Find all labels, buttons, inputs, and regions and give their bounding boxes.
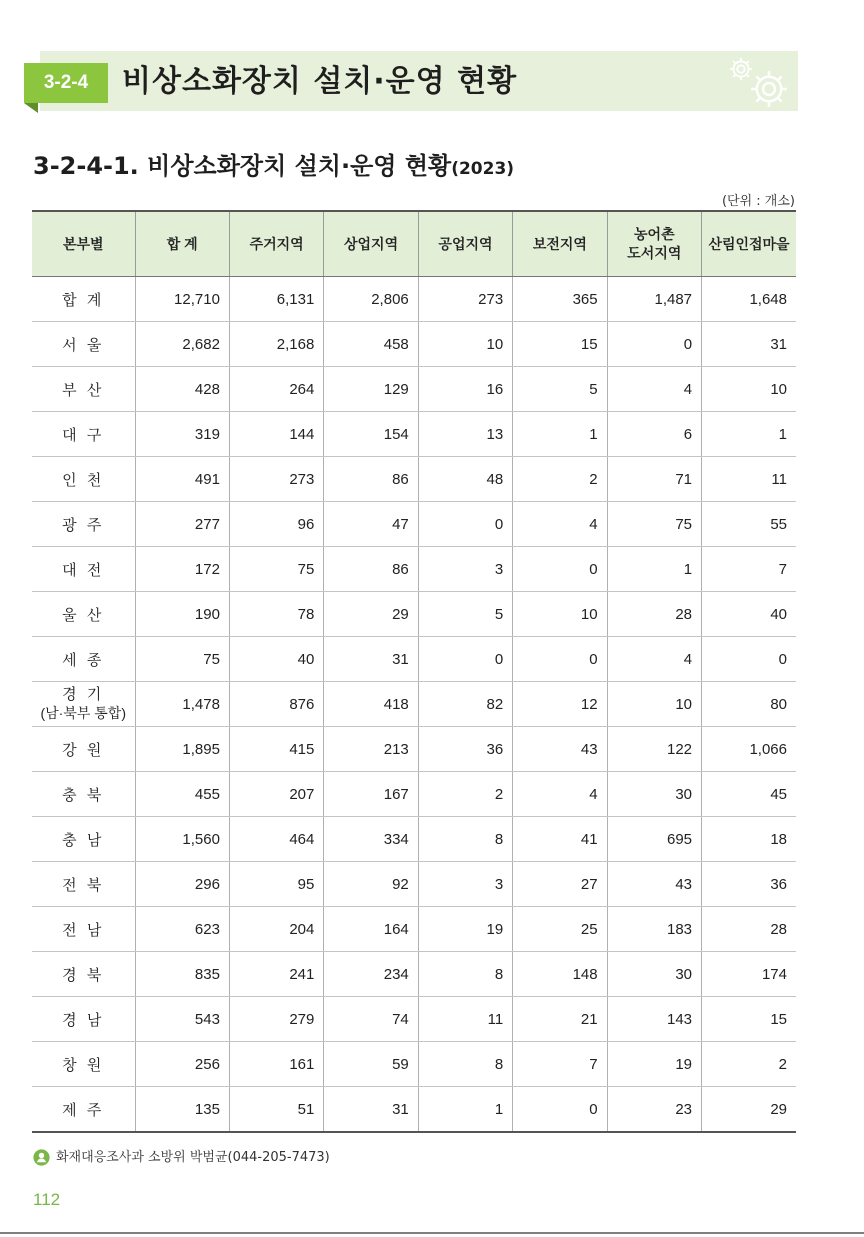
- value-cell: 36: [418, 727, 512, 772]
- value-cell: 19: [607, 1042, 701, 1087]
- value-cell: 59: [324, 1042, 418, 1087]
- table-row: [32, 457, 796, 502]
- value-cell: 16: [418, 367, 512, 412]
- value-cell: 1,895: [135, 727, 229, 772]
- column-header: 산림인접마을: [702, 211, 796, 277]
- value-cell: 3: [418, 862, 512, 907]
- value-cell: 1,648: [702, 277, 796, 322]
- value-cell: 695: [607, 817, 701, 862]
- value-cell: 31: [324, 637, 418, 682]
- value-cell: 31: [702, 322, 796, 367]
- table-row: [32, 1042, 796, 1087]
- value-cell: 418: [324, 682, 418, 727]
- value-cell: 96: [229, 502, 323, 547]
- value-cell: 29: [702, 1087, 796, 1133]
- value-cell: 1: [418, 1087, 512, 1133]
- value-cell: 0: [702, 637, 796, 682]
- value-cell: 43: [513, 727, 607, 772]
- value-cell: 1,560: [135, 817, 229, 862]
- region-cell: 전 남: [32, 907, 135, 952]
- value-cell: 464: [229, 817, 323, 862]
- contact-text: 화재대응조사과 소방위 박범균(044-205-7473): [56, 1150, 330, 1165]
- value-cell: 75: [135, 637, 229, 682]
- value-cell: 21: [513, 997, 607, 1042]
- value-cell: 43: [607, 862, 701, 907]
- value-cell: 1: [702, 412, 796, 457]
- value-cell: 1,487: [607, 277, 701, 322]
- value-cell: 95: [229, 862, 323, 907]
- value-cell: 129: [324, 367, 418, 412]
- region-cell: 강 원: [32, 727, 135, 772]
- value-cell: 82: [418, 682, 512, 727]
- value-cell: 6: [607, 412, 701, 457]
- region-cell: 전 북: [32, 862, 135, 907]
- value-cell: 0: [513, 1087, 607, 1133]
- value-cell: 154: [324, 412, 418, 457]
- value-cell: 19: [418, 907, 512, 952]
- value-cell: 273: [418, 277, 512, 322]
- value-cell: 3: [418, 547, 512, 592]
- table-row: [32, 682, 796, 727]
- section-number-badge: 3-2-4: [24, 63, 108, 103]
- contact-info: [33, 1148, 330, 1168]
- region-cell: 대 전: [32, 547, 135, 592]
- page-number: 112: [33, 1190, 61, 1209]
- value-cell: 86: [324, 547, 418, 592]
- column-header: 공업지역: [418, 211, 512, 277]
- value-cell: 30: [607, 952, 701, 997]
- region-cell: 울 산: [32, 592, 135, 637]
- value-cell: 296: [135, 862, 229, 907]
- value-cell: 122: [607, 727, 701, 772]
- value-cell: 2,682: [135, 322, 229, 367]
- table-row: [32, 322, 796, 367]
- value-cell: 2: [418, 772, 512, 817]
- value-cell: 10: [418, 322, 512, 367]
- value-cell: 167: [324, 772, 418, 817]
- value-cell: 4: [607, 367, 701, 412]
- region-cell: 합 계: [32, 277, 135, 322]
- value-cell: 51: [229, 1087, 323, 1133]
- value-cell: 4: [607, 637, 701, 682]
- value-cell: 190: [135, 592, 229, 637]
- value-cell: 75: [229, 547, 323, 592]
- value-cell: 75: [607, 502, 701, 547]
- value-cell: 543: [135, 997, 229, 1042]
- value-cell: 13: [418, 412, 512, 457]
- installation-status-table: [32, 210, 796, 1133]
- value-cell: 5: [418, 592, 512, 637]
- value-cell: 2: [702, 1042, 796, 1087]
- value-cell: 6,131: [229, 277, 323, 322]
- value-cell: 10: [607, 682, 701, 727]
- value-cell: 334: [324, 817, 418, 862]
- value-cell: 241: [229, 952, 323, 997]
- value-cell: 40: [229, 637, 323, 682]
- value-cell: 31: [324, 1087, 418, 1133]
- value-cell: 2,168: [229, 322, 323, 367]
- region-cell: 부 산: [32, 367, 135, 412]
- value-cell: 365: [513, 277, 607, 322]
- table-row: [32, 997, 796, 1042]
- value-cell: 183: [607, 907, 701, 952]
- table-row: [32, 637, 796, 682]
- value-cell: 7: [702, 547, 796, 592]
- value-cell: 415: [229, 727, 323, 772]
- region-subname: (남·북부 통합): [40, 705, 126, 721]
- value-cell: 15: [513, 322, 607, 367]
- region-cell: 충 남: [32, 817, 135, 862]
- value-cell: 92: [324, 862, 418, 907]
- value-cell: 80: [702, 682, 796, 727]
- value-cell: 1: [513, 412, 607, 457]
- region-cell: 인 천: [32, 457, 135, 502]
- value-cell: 4: [513, 772, 607, 817]
- value-cell: 23: [607, 1087, 701, 1133]
- value-cell: 47: [324, 502, 418, 547]
- value-cell: 458: [324, 322, 418, 367]
- region-cell: 제 주: [32, 1087, 135, 1133]
- table-row: [32, 592, 796, 637]
- section-title: 비상소화장치 설치·운영 현황: [122, 64, 518, 99]
- table-row: [32, 907, 796, 952]
- value-cell: 15: [702, 997, 796, 1042]
- value-cell: 12,710: [135, 277, 229, 322]
- value-cell: 234: [324, 952, 418, 997]
- column-header: 본부별: [32, 211, 135, 277]
- value-cell: 29: [324, 592, 418, 637]
- value-cell: 0: [513, 637, 607, 682]
- region-cell: 경 북: [32, 952, 135, 997]
- value-cell: 11: [418, 997, 512, 1042]
- region-cell: 광 주: [32, 502, 135, 547]
- value-cell: 279: [229, 997, 323, 1042]
- value-cell: 164: [324, 907, 418, 952]
- value-cell: 623: [135, 907, 229, 952]
- table-row: [32, 862, 796, 907]
- table-row: [32, 772, 796, 817]
- value-cell: 204: [229, 907, 323, 952]
- table-row: [32, 1087, 796, 1133]
- value-cell: 491: [135, 457, 229, 502]
- value-cell: 30: [607, 772, 701, 817]
- bottom-divider: [0, 1232, 864, 1234]
- table-body: [32, 277, 796, 1133]
- value-cell: 7: [513, 1042, 607, 1087]
- value-cell: 835: [135, 952, 229, 997]
- table-row: [32, 817, 796, 862]
- value-cell: 10: [513, 592, 607, 637]
- value-cell: 256: [135, 1042, 229, 1087]
- value-cell: 45: [702, 772, 796, 817]
- value-cell: 28: [702, 907, 796, 952]
- value-cell: 135: [135, 1087, 229, 1133]
- value-cell: 172: [135, 547, 229, 592]
- column-header: 농어촌 도서지역: [607, 211, 701, 277]
- table-row: [32, 412, 796, 457]
- value-cell: 8: [418, 952, 512, 997]
- value-cell: 1: [607, 547, 701, 592]
- value-cell: 0: [513, 547, 607, 592]
- value-cell: 25: [513, 907, 607, 952]
- value-cell: 8: [418, 1042, 512, 1087]
- unit-label: (단위 : 개소): [721, 194, 795, 209]
- region-cell: 세 종: [32, 637, 135, 682]
- value-cell: 0: [607, 322, 701, 367]
- column-header: 상업지역: [324, 211, 418, 277]
- gear-icon: [748, 68, 790, 110]
- value-cell: 74: [324, 997, 418, 1042]
- value-cell: 28: [607, 592, 701, 637]
- value-cell: 455: [135, 772, 229, 817]
- region-cell: 대 구: [32, 412, 135, 457]
- column-header: 보전지역: [513, 211, 607, 277]
- column-header: 주거지역: [229, 211, 323, 277]
- value-cell: 2,806: [324, 277, 418, 322]
- value-cell: 213: [324, 727, 418, 772]
- person-icon: [33, 1149, 50, 1166]
- value-cell: 277: [135, 502, 229, 547]
- value-cell: 40: [702, 592, 796, 637]
- value-cell: 12: [513, 682, 607, 727]
- table-row: [32, 367, 796, 412]
- table-row: [32, 277, 796, 322]
- region-cell: 서 울: [32, 322, 135, 367]
- value-cell: 0: [418, 502, 512, 547]
- value-cell: 4: [513, 502, 607, 547]
- value-cell: 5: [513, 367, 607, 412]
- value-cell: 143: [607, 997, 701, 1042]
- value-cell: 2: [513, 457, 607, 502]
- value-cell: 36: [702, 862, 796, 907]
- value-cell: 11: [702, 457, 796, 502]
- region-cell: 경 남: [32, 997, 135, 1042]
- table-title-text: 3-2-4-1. 비상소화장치 설치·운영 현황: [33, 152, 452, 180]
- value-cell: 55: [702, 502, 796, 547]
- value-cell: 1,066: [702, 727, 796, 772]
- value-cell: 86: [324, 457, 418, 502]
- table-row: [32, 502, 796, 547]
- value-cell: 144: [229, 412, 323, 457]
- region-cell: 창 원: [32, 1042, 135, 1087]
- table-row: [32, 547, 796, 592]
- value-cell: 71: [607, 457, 701, 502]
- value-cell: 18: [702, 817, 796, 862]
- value-cell: 207: [229, 772, 323, 817]
- value-cell: 264: [229, 367, 323, 412]
- value-cell: 148: [513, 952, 607, 997]
- value-cell: 319: [135, 412, 229, 457]
- region-cell: [32, 682, 135, 727]
- value-cell: 174: [702, 952, 796, 997]
- value-cell: 161: [229, 1042, 323, 1087]
- value-cell: 27: [513, 862, 607, 907]
- column-header: 합 계: [135, 211, 229, 277]
- region-name: 경 기: [62, 686, 105, 703]
- table-header-row: [32, 211, 796, 277]
- value-cell: 41: [513, 817, 607, 862]
- table-row: [32, 952, 796, 997]
- value-cell: 48: [418, 457, 512, 502]
- value-cell: 876: [229, 682, 323, 727]
- table-row: [32, 727, 796, 772]
- table-title-year: (2023): [451, 159, 515, 179]
- value-cell: 1,478: [135, 682, 229, 727]
- region-cell: 충 북: [32, 772, 135, 817]
- value-cell: 273: [229, 457, 323, 502]
- table-title: [33, 148, 514, 184]
- value-cell: 10: [702, 367, 796, 412]
- badge-fold-decoration: [24, 103, 38, 113]
- value-cell: 428: [135, 367, 229, 412]
- value-cell: 8: [418, 817, 512, 862]
- value-cell: 0: [418, 637, 512, 682]
- value-cell: 78: [229, 592, 323, 637]
